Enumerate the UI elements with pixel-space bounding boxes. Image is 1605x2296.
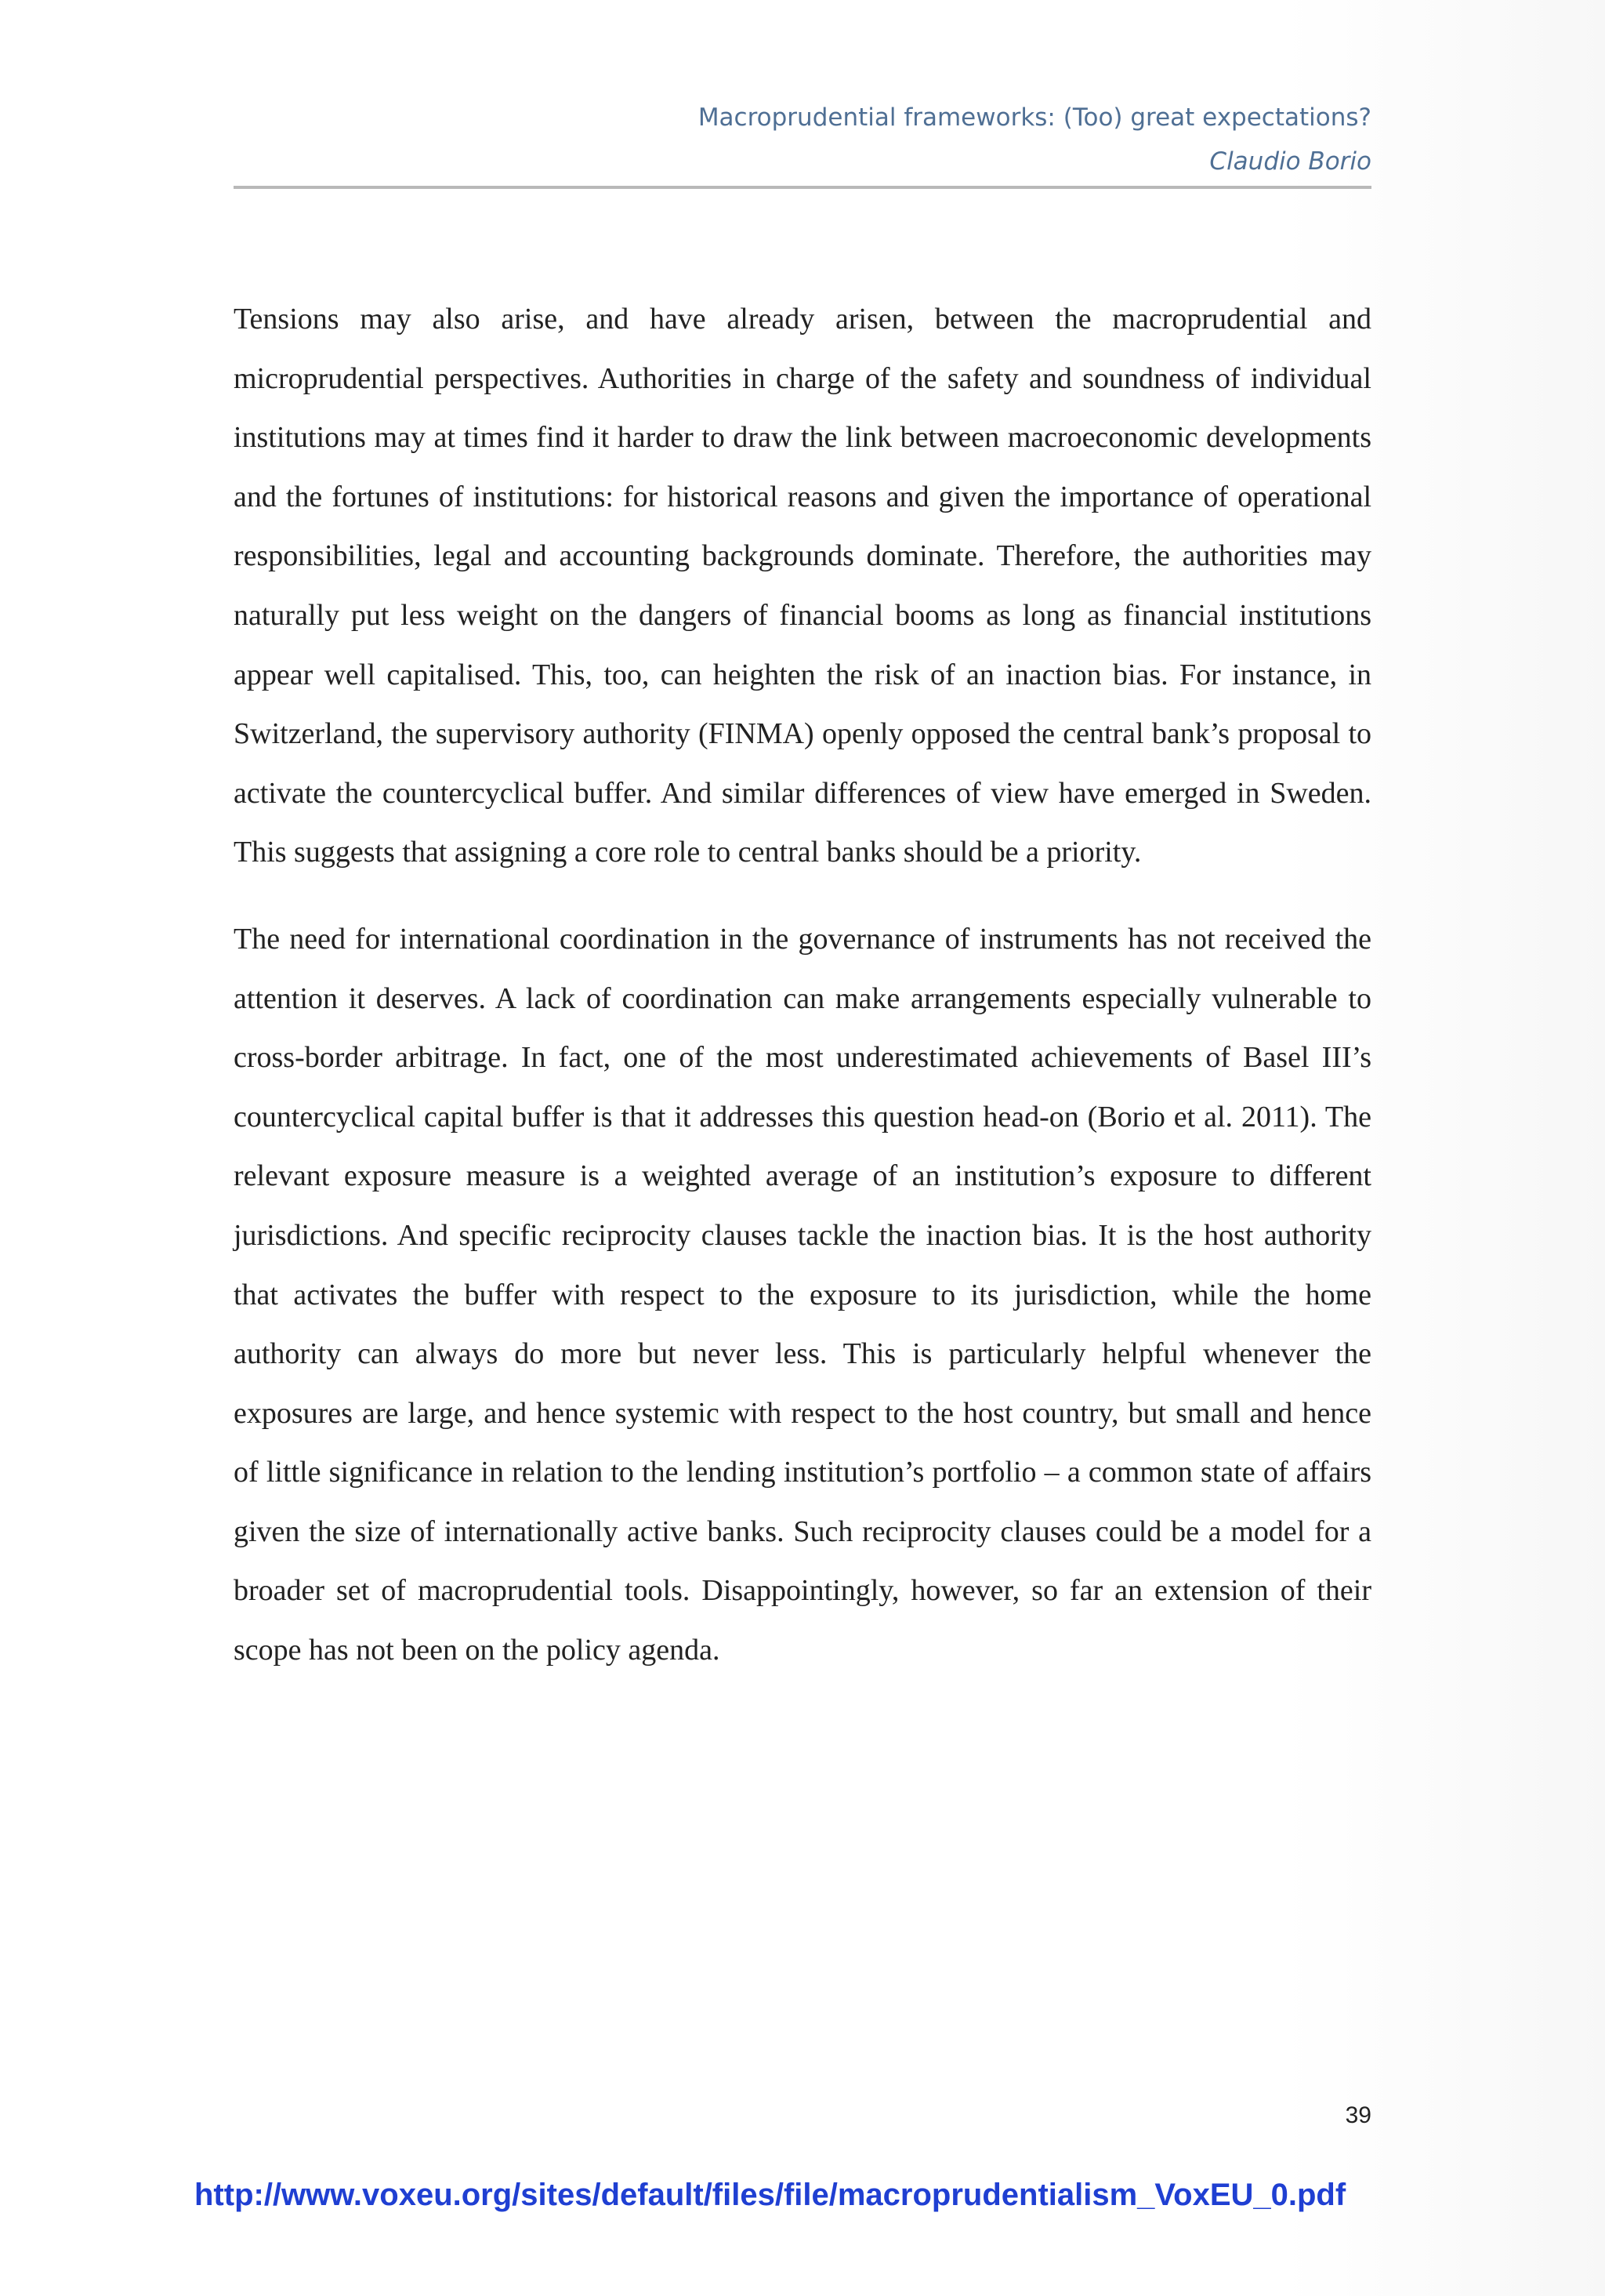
paragraph: The need for international coordination in the governance of instruments has not received the attention it deserves. A lack of coordination can make arrangements especially vulnerable to cross-border arbitrage. In fact, one of the most underestimated achievements of Basel III’s countercyclical capital buffer is that it addresses this question head-on (Borio et al. 2011). The relevant exposure measure is a weighted average of an institution’s exposure to different jurisdictions. And specific reciprocity clauses tackle the inaction bias. It is the host authority that activates the buffer with respect to the exposure to its jurisdiction, while the home authority can always do more but never less. This is particularly helpful whenever the exposures are large, and hence systemic with respect to the host country, but small and hence of little significance in relation to the lending institution’s portfolio – a common state of affairs given the size of internationally active banks. Such reciprocity clauses could be a model for a broader set of macroprudential tools. Disappointingly, however, so far an extension of their scope has not been on the policy agenda. — [234, 922, 1371, 1667]
running-header — [698, 96, 1371, 183]
running-header-author: Claudio Borio — [1209, 147, 1371, 176]
header-divider — [234, 186, 1371, 189]
page-number: 39 — [1345, 2102, 1371, 2128]
running-header-title: Macroprudential frameworks: (Too) great expectations? — [697, 103, 1371, 132]
body-text — [234, 290, 1371, 1708]
source-url-link[interactable]: http://www.voxeu.org/sites/default/files/file/macroprudentialism_VoxEU_0.pdf — [194, 2178, 1346, 2212]
paragraph: Tensions may also arise, and have already arisen, between the macroprudential and microprudential perspectives. Authorities in charge of the safety and soundness of individual institutions may at times find it harder to draw the link between macroeconomic developments and the fortunes of institutions: for historical reasons and given the importance of operational responsibilities, legal and accounting backgrounds dominate. Therefore, the authorities may naturally put less weight on the dangers of financial booms as long as financial institutions appear well capitalised. This, too, can heighten the risk of an inaction bias. For instance, in Switzerland, the supervisory authority (FINMA) openly opposed the central bank’s proposal to activate the countercyclical buffer. And similar differences of view have emerged in Sweden. This suggests that assigning a core role to central banks should be a priority. — [234, 303, 1371, 869]
